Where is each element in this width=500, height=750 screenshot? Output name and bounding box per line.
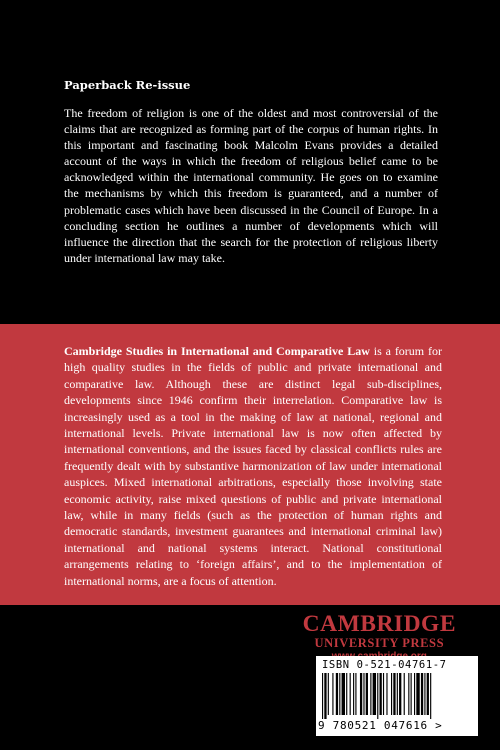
barcode-digits: 9 780521 047616 > bbox=[318, 719, 443, 732]
reissue-heading: Paperback Re-issue bbox=[64, 78, 191, 92]
barcode-bar bbox=[427, 673, 429, 715]
barcode-bar bbox=[353, 673, 354, 715]
barcode-bar bbox=[355, 673, 356, 715]
barcode-bar bbox=[332, 673, 333, 715]
barcode-bar bbox=[414, 673, 415, 715]
barcode-bar bbox=[397, 673, 398, 715]
barcode-bar bbox=[416, 673, 419, 715]
barcode-bar bbox=[404, 673, 405, 715]
barcode-bar bbox=[366, 673, 368, 715]
book-description: The freedom of religion is one of the oldest and most controversial of the claims that are recognized as forming part of the corpus of human rights. In this important and fascinating book Malcolm Evans provides a detailed account of the ways in which the freedom of religious belief came to be acknowledged within the international community. He goes on to examine the mechanisms by which this freedom is guaranteed, and a number of problematic cases which have been discussed in the Council of Europe. In a concluding section he outlines a number of developments which will influence the direction that the search for the protection of religious liberty under international law may take. bbox=[64, 106, 438, 265]
barcode-bar bbox=[370, 673, 371, 715]
series-description-block bbox=[64, 343, 442, 589]
isbn-label: ISBN 0-521-04761-7 bbox=[322, 659, 447, 671]
barcode-graphic bbox=[320, 673, 474, 719]
barcode-bar bbox=[360, 673, 362, 715]
barcode-bar bbox=[377, 673, 378, 719]
barcode-bar bbox=[339, 673, 340, 715]
barcode-bar bbox=[342, 673, 345, 715]
barcode-bar bbox=[408, 673, 409, 715]
barcode-bar bbox=[328, 673, 329, 715]
barcode-bar bbox=[386, 673, 387, 715]
barcode-bar bbox=[391, 673, 392, 715]
barcode-bar bbox=[322, 673, 323, 719]
isbn-barcode-box bbox=[316, 656, 478, 736]
barcode-bar bbox=[399, 673, 401, 715]
barcode-bar bbox=[393, 673, 395, 715]
series-title: Cambridge Studies in International and Comparative Law bbox=[64, 344, 370, 358]
series-description: is a forum for high quality studies in the fields of public and private international and comparative law. Although these are distinct legal sub-disciplines, developments since 1946 confirm their interrelation. Comparative law is increasingly used as a tool in the making of law at national, regional and international levels. Private international law is now often affected by international conventions, and the issues faced by classical conflicts rules are frequently dealt with by substantive harmonization of law under international auspices. Mixed international arbitrations, especially those involving state economic activity, raise mixed questions of public and private international law, while in many fields (such as the protection of human rights and democratic standards, investment guarantees and international criminal law) international and national systems interact. National constitutional arrangements relating to ‘foreign affairs’, and to the implementation of international norms, are a focus of attention. bbox=[64, 344, 442, 588]
barcode-bar bbox=[411, 673, 412, 715]
barcode-bar bbox=[324, 673, 326, 719]
publisher-name: CAMBRIDGE bbox=[302, 611, 456, 637]
barcode-bar bbox=[424, 673, 425, 715]
barcode-bar bbox=[363, 673, 364, 715]
top-panel bbox=[0, 0, 500, 324]
barcode-bar bbox=[346, 673, 347, 715]
publisher-press: UNIVERSITY PRESS bbox=[314, 636, 445, 650]
barcode-bar bbox=[421, 673, 423, 715]
barcode-bar bbox=[430, 673, 431, 719]
barcode-bar bbox=[350, 673, 351, 715]
barcode-bar bbox=[380, 673, 382, 715]
barcode-bar bbox=[373, 673, 376, 715]
barcode-bar bbox=[383, 673, 384, 715]
barcode-bar bbox=[336, 673, 338, 715]
